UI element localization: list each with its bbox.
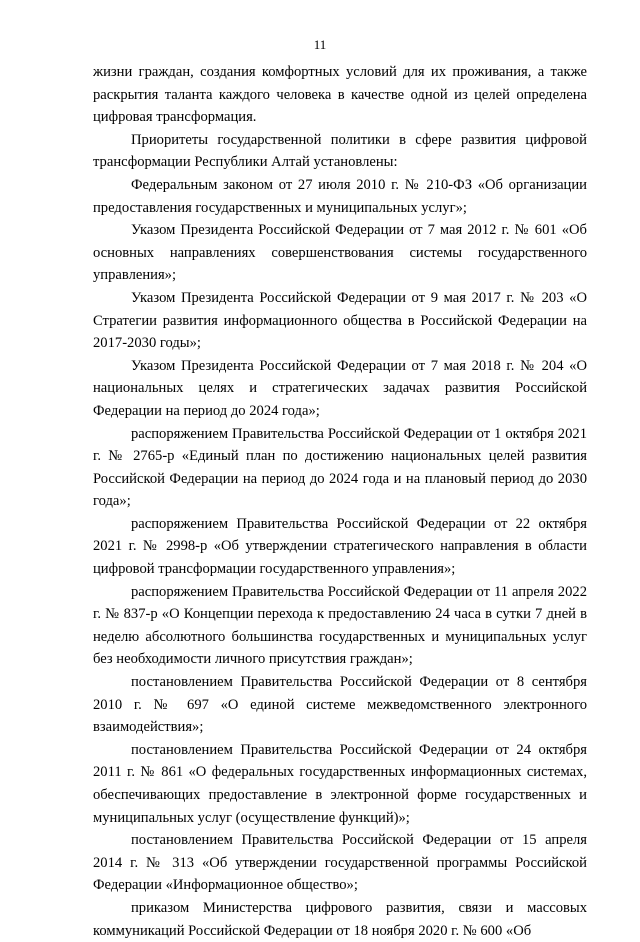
page-number: 11 bbox=[313, 37, 327, 52]
paragraph-priorities-intro: Приоритеты государственной политики в сфере развития цифровой трансформации Республики Алтай установлены: bbox=[93, 131, 587, 171]
paragraph-federal-law-210: Федеральным законом от 27 июля 2010 г. № 210-ФЗ «Об организации предоставления государственных и муниципальных услуг»; bbox=[93, 176, 587, 216]
paragraph-resolution-861: постановлением Правительства Российской Федерации от 24 октября 2011 г. № 861 «О федеральных государственных информационных системах, обеспечивающих предоставление в электронной форме государственных и муниципальных услуг (осуществление функций)»; bbox=[93, 741, 587, 826]
paragraph-order-2998: распоряжением Правительства Российской Федерации от 22 октября 2021 г. № 2998-р «Об утверждении стратегического направления в области цифровой трансформации государственного управления»; bbox=[93, 515, 587, 578]
paragraph-resolution-697: постановлением Правительства Российской Федерации от 8 сентября 2010 г. № 697 «О единой системе межведомственного электронного взаимодействия»; bbox=[93, 674, 587, 736]
body-text bbox=[93, 61, 587, 942]
paragraph-decree-203: Указом Президента Российской Федерации от 9 мая 2017 г. № 203 «О Стратегии развития информационного общества в Российской Федерации на 2017-2030 годы»; bbox=[93, 289, 587, 352]
paragraph-order-2765: распоряжением Правительства Российской Федерации от 1 октября 2021 г. № 2765-р «Единый план по достижению национальных целей развития Российской Федерации на период до 2024 года и на плановый период до 2030 года»; bbox=[93, 425, 587, 510]
paragraph-ministry-order-600: приказом Министерства цифрового развития, связи и массовых коммуникаций Российской Федерации от 18 ноября 2020 г. № 600 «Об bbox=[93, 899, 587, 939]
paragraph-resolution-313: постановлением Правительства Российской Федерации от 15 апреля 2014 г. № 313 «Об утверждении государственной программы Российской Федерации «Информационное общество»; bbox=[93, 832, 587, 894]
paragraph-order-837: распоряжением Правительства Российской Федерации от 11 апреля 2022 г. № 837-р «О Концепции перехода к предоставлению 24 часа в сутки 7 дней в неделю абсолютного большинства государственных и муниципальных услуг без необходимости личного присутствия граждан»; bbox=[93, 583, 587, 668]
paragraph-decree-204: Указом Президента Российской Федерации от 7 мая 2018 г. № 204 «О национальных целях и стратегических задачах развития Российской Федерации на период до 2024 года»; bbox=[93, 357, 587, 419]
paragraph-continuation: жизни граждан, создания комфортных условий для их проживания, а также раскрытия таланта каждого человека в качестве одной из целей определена цифровая трансформация. bbox=[93, 64, 587, 126]
paragraph-decree-601: Указом Президента Российской Федерации от 7 мая 2012 г. № 601 «Об основных направлениях совершенствования системы государственного управления»; bbox=[93, 222, 587, 284]
